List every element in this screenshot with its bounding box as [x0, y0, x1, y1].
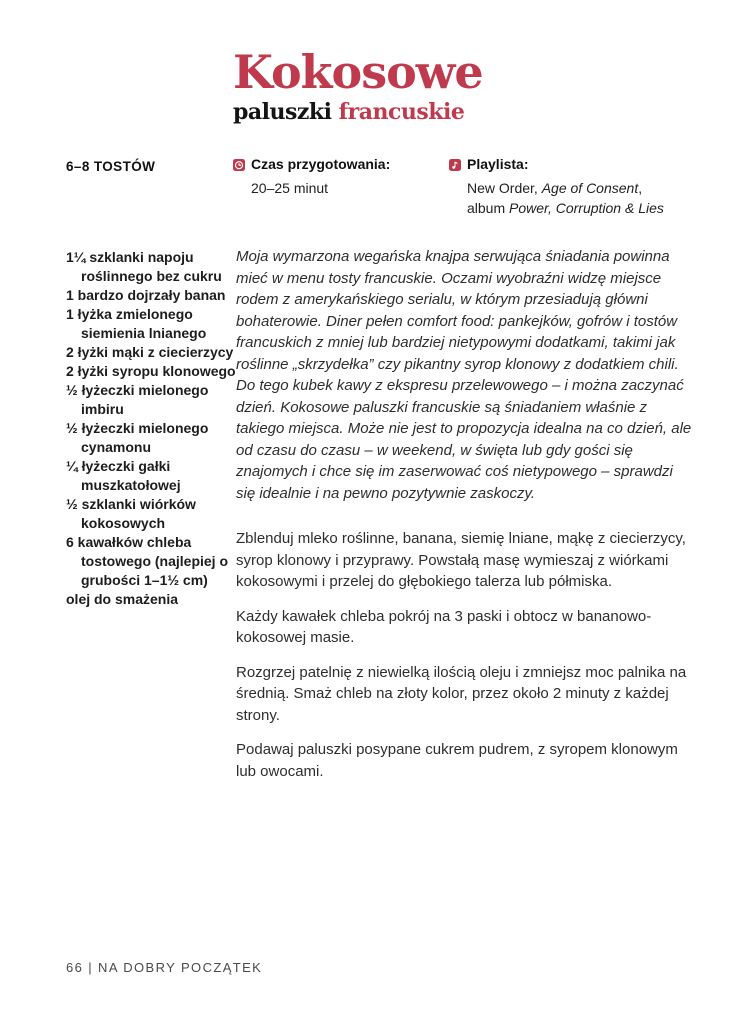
recipe-subtitle-red: francuskie [338, 99, 465, 126]
instructions [236, 528, 696, 782]
playlist-block [449, 156, 664, 218]
ingredient-item: ½ łyżeczki mielonego cynamonu [66, 420, 209, 455]
ingredient-item: 6 kawałków chleba tostowego (najlepiej o grubości 1–1½ cm) [66, 534, 229, 588]
playlist-album-prefix: album [467, 200, 510, 216]
recipe-subtitle-black: paluszki [233, 99, 332, 126]
instruction-step: Rozgrzej patelnię z niewielką ilością oleju i zmniejsz moc palnika na średnią. Smaż chleb na złoty kolor, przez około 2 minuty z każdej strony. [236, 663, 687, 724]
ingredient-item: 1¼ szklanki napoju roślinnego bez cukru [66, 249, 222, 284]
ingredient-item: olej do smażenia [66, 591, 179, 607]
playlist-line-1 [467, 178, 664, 198]
ingredient-item: ½ szklanki wiórków kokosowych [66, 496, 196, 531]
instruction-step: Podawaj paluszki posypane cukrem pudrem, z syropem klonowym lub owocami. [236, 741, 678, 780]
ingredient-item: ¼ łyżeczki gałki muszkatołowej [66, 458, 181, 493]
playlist-line-1-tail: , [638, 180, 643, 196]
prep-time-label: Czas przygotowania: [251, 156, 391, 172]
playlist-line-2 [467, 198, 664, 218]
clock-icon [233, 158, 245, 170]
prep-time-head [233, 156, 390, 172]
ingredient-item: 2 łyżki syropu klonowego [66, 363, 236, 379]
instruction-step: Każdy kawałek chleba pokrój na 3 paski i obtocz w bananowo-kokosowej masie. [236, 607, 652, 646]
recipe-title-block [233, 45, 483, 126]
playlist-song-title: Age of Consent [541, 180, 639, 196]
prep-time-value: 20–25 minut [251, 180, 329, 196]
playlist-label: Playlista: [467, 156, 529, 172]
music-note-icon [449, 158, 461, 170]
ingredient-item: ½ łyżeczki mielonego imbiru [66, 382, 209, 417]
playlist-body [467, 178, 664, 218]
playlist-head [449, 156, 664, 172]
page-footer: 66 | NA DOBRY POCZĄTEK [66, 960, 263, 975]
servings-label: 6–8 TOSTÓW [66, 159, 156, 174]
recipe-title: Kokosowe [233, 45, 483, 99]
playlist-artist: New Order, [467, 180, 542, 196]
playlist-album-title: Power, Corruption & Lies [509, 200, 664, 216]
instruction-step: Zblenduj mleko roślinne, banana, siemię lniane, mąkę z ciecierzycy, syrop klonowy i przyprawy. Powstałą masę wymieszaj z wiórkami kokosowymi i przelej do głębokiego talerza lub półmiska. [236, 530, 686, 590]
ingredient-item: 1 bardzo dojrzały banan [66, 287, 226, 303]
ingredients-list [66, 248, 240, 609]
recipe-subtitle [233, 99, 483, 125]
intro-story: Moja wymarzona wegańska knajpa serwująca śniadania powinna mieć w menu tosty francuskie. Oczami wyobraźni widzę miejsce rodem z amerykańskiego serialu, w którym przesiadują główni bohaterowie. Diner pełen comfort food: pankejków, gofrów i tostów francuskich z mniej lub bardziej nietypowymi dodatkami, takimi jak roślinne „skrzydełka” czy pikantny syrop klonowy z dodatkiem chili. Do tego kubek kawy z ekspresu przelewowego – i można zaczynać dzień. Kokosowe paluszki francuskie są śniadaniem właśnie z takiego miejsca. Może nie jest to propozycja idealna na co dzień, ale od czasu do czasu – w weekend, w święta lub gdy gości się znajomych i chce się im zaserwować coś nietypowego – sprawdzi się idealnie i na pewno pozytywnie zaskoczy. [236, 248, 692, 502]
recipe-body [236, 246, 696, 795]
ingredient-item: 1 łyżka zmielonego siemienia lnianego [66, 306, 207, 341]
prep-time-block [233, 156, 390, 198]
ingredient-item: 2 łyżki mąki z ciecierzycy [66, 344, 234, 360]
